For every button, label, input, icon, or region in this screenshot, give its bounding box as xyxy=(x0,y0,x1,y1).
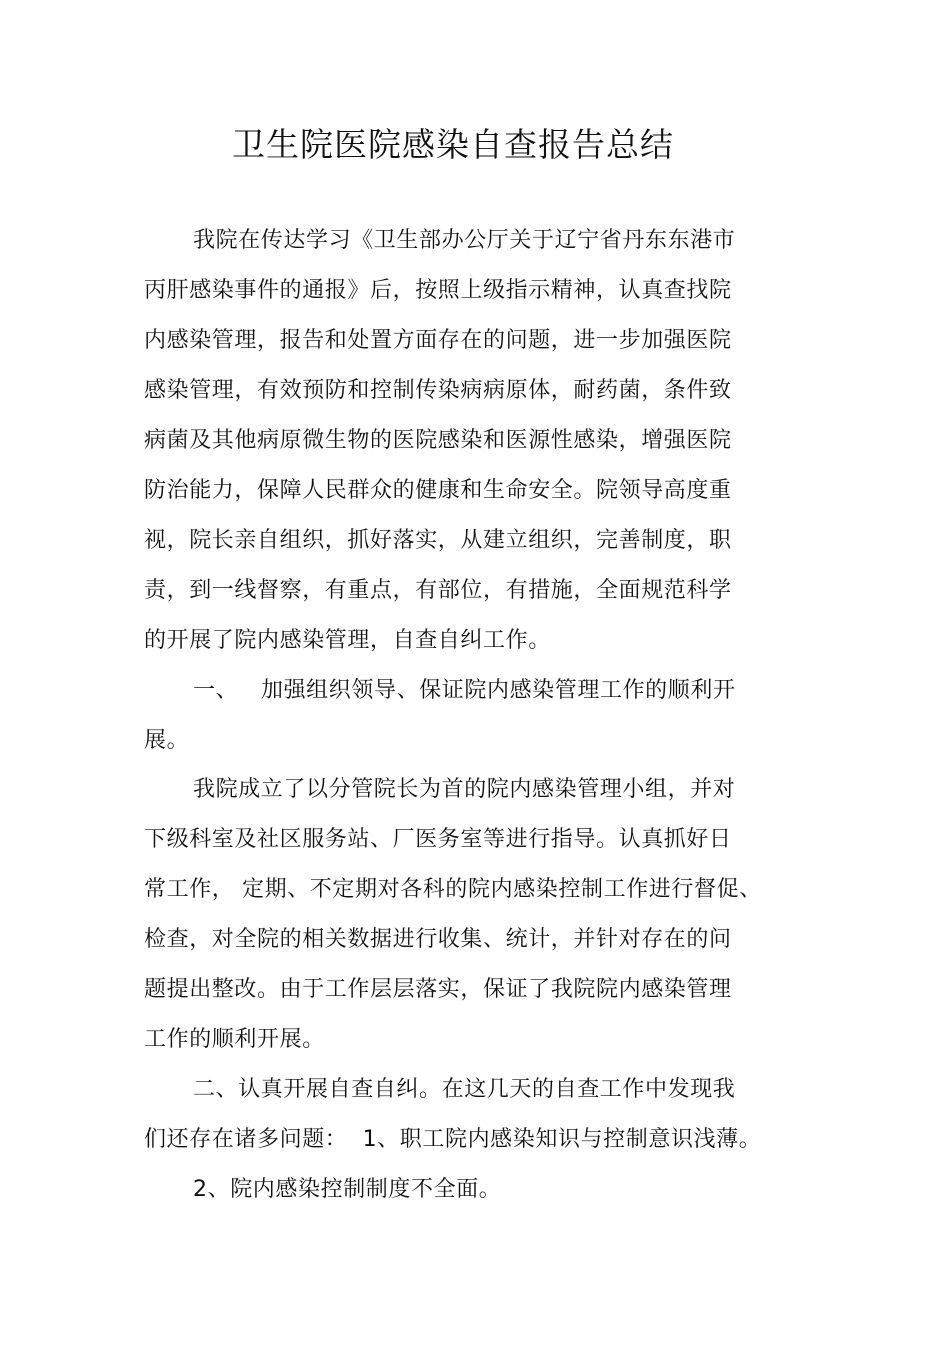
document-title: 卫生院医院感染自查报告总结 xyxy=(232,125,674,164)
paragraph-line: 的开展了院内感染管理，自查自纠工作。 xyxy=(144,628,551,653)
paragraph-line: 我院成立了以分管院长为首的院内感染管理小组，并对 xyxy=(193,777,736,802)
paragraph-line: 责，到一线督察，有重点，有部位，有措施，全面规范科学 xyxy=(144,578,732,603)
paragraph-line: 我院在传达学习《卫生部办公厅关于辽宁省丹东东港市 xyxy=(193,228,736,253)
paragraph-line: 2、院内感染控制制度不全面。 xyxy=(193,1177,502,1202)
paragraph-line: 二、认真开展自查自纠。在这几天的自查工作中发现我 xyxy=(193,1077,736,1102)
paragraph-line: 检查，对全院的相关数据进行收集、统计，并针对存在的问 xyxy=(144,927,732,952)
paragraph-line: 题提出整改。由于工作层层落实，保证了我院院内感染管理 xyxy=(144,977,732,1002)
paragraph-line: 常工作， 定期、不定期对各科的院内感染控制工作进行督促、 xyxy=(144,877,762,902)
section-heading-line: 一、 加强组织领导、保证院内感染管理工作的顺利开 xyxy=(193,678,736,703)
paragraph-line: 防治能力，保障人民群众的健康和生命安全。院领导高度重 xyxy=(144,478,732,503)
section-heading-line: 展。 xyxy=(144,728,190,753)
paragraph-line: 丙肝感染事件的通报》后，按照上级指示精神，认真查找院 xyxy=(144,278,732,303)
paragraph-line: 工作的顺利开展。 xyxy=(144,1027,325,1052)
paragraph-line: 下级科室及社区服务站、厂医务室等进行指导。认真抓好日 xyxy=(144,827,732,852)
paragraph-line: 们还存在诸多问题： 1、职工院内感染知识与控制意识浅薄。 xyxy=(144,1127,762,1152)
paragraph-line: 视，院长亲自组织，抓好落实，从建立组织，完善制度，职 xyxy=(144,528,732,553)
paragraph-line: 病菌及其他病原微生物的医院感染和医源性感染，增强医院 xyxy=(144,428,732,453)
paragraph-line: 感染管理，有效预防和控制传染病病原体，耐药菌，条件致 xyxy=(144,378,732,403)
paragraph-line: 内感染管理，报告和处置方面存在的问题，进一步加强医院 xyxy=(144,328,732,353)
